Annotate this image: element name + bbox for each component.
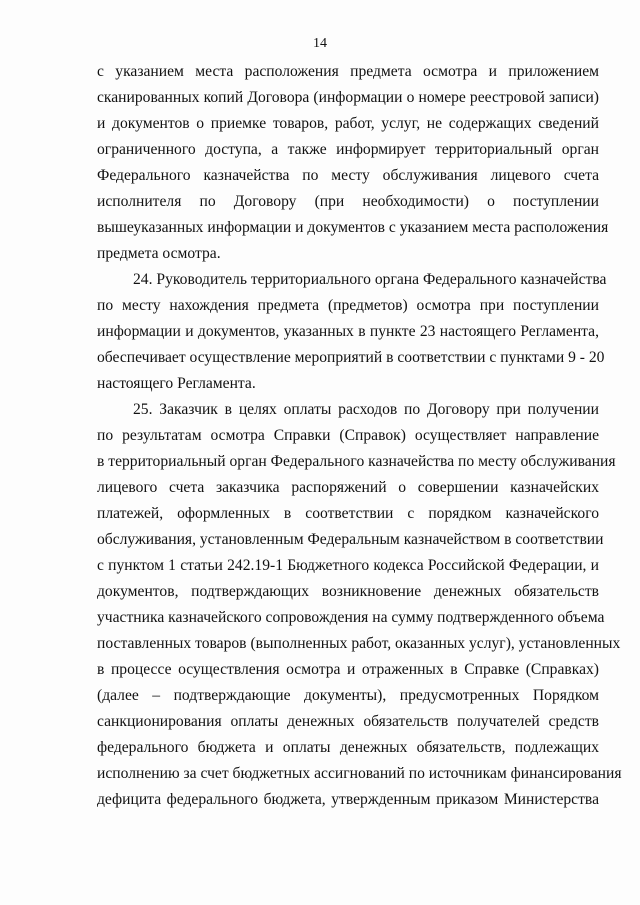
text-line: (далее – подтверждающие документы), предусмотренных Порядком — [97, 687, 599, 704]
text-line: предмета осмотра. — [97, 245, 221, 262]
text-line: информации и документов, указанных в пункте 23 настоящего Регламента, — [97, 323, 599, 340]
text-line: с пунктом 1 статьи 242.19-1 Бюджетного кодекса Российской Федерации, и — [97, 557, 599, 574]
text-line: санкционирования оплаты денежных обязательств получателей средств — [97, 713, 599, 730]
text-line: ограниченного доступа, а также информирует территориальный орган — [97, 141, 599, 158]
text-line: вышеуказанных информации и документов с указанием места расположения — [97, 219, 609, 236]
text-line: и документов о приемке товаров, работ, услуг, не содержащих сведений — [97, 115, 599, 132]
text-line: в территориальный орган Федерального казначейства по месту обслуживания — [97, 453, 616, 470]
text-line: исполнителя по Договору (при необходимости) о поступлении — [97, 193, 599, 210]
text-line: сканированных копий Договора (информации о номере реестровой записи) — [97, 89, 599, 106]
text-line: платежей, оформленных в соответствии с порядком казначейского — [97, 505, 599, 522]
text-line: настоящего Регламента. — [97, 375, 256, 392]
text-line: дефицита федерального бюджета, утвержденным приказом Министерства — [97, 791, 599, 808]
page-number: 14 — [313, 36, 327, 51]
text-line: документов, подтверждающих возникновение денежных обязательств — [97, 583, 599, 600]
text-line: федерального бюджета и оплаты денежных обязательств, подлежащих — [97, 739, 599, 756]
paragraph-25-first-line: 25. Заказчик в целях оплаты расходов по Договору при получении — [133, 401, 599, 418]
text-line: с указанием места расположения предмета осмотра и приложением — [97, 63, 599, 80]
text-line: обслуживания, установленным Федеральным казначейством в соответствии — [97, 531, 604, 548]
text-line: по месту нахождения предмета (предметов) осмотра при поступлении — [97, 297, 599, 314]
text-line: исполнению за счет бюджетных ассигнований по источникам финансирования — [97, 765, 622, 782]
text-line: лицевого счета заказчика распоряжений о совершении казначейских — [97, 479, 599, 496]
text-line: участника казначейского сопровождения на сумму подтвержденного объема — [97, 609, 605, 626]
paragraph-24-first-line: 24. Руководитель территориального органа Федерального казначейства — [133, 271, 607, 288]
text-line: Федерального казначейства по месту обслуживания лицевого счета — [97, 167, 599, 184]
text-line: в процессе осуществления осмотра и отраженных в Справке (Справках) — [97, 661, 599, 678]
text-line: обеспечивает осуществление мероприятий в соответствии с пунктами 9 - 20 — [97, 349, 605, 366]
text-line: по результатам осмотра Справки (Справок) осуществляет направление — [97, 427, 599, 444]
text-line: поставленных товаров (выполненных работ, оказанных услуг), установленных — [97, 635, 621, 652]
